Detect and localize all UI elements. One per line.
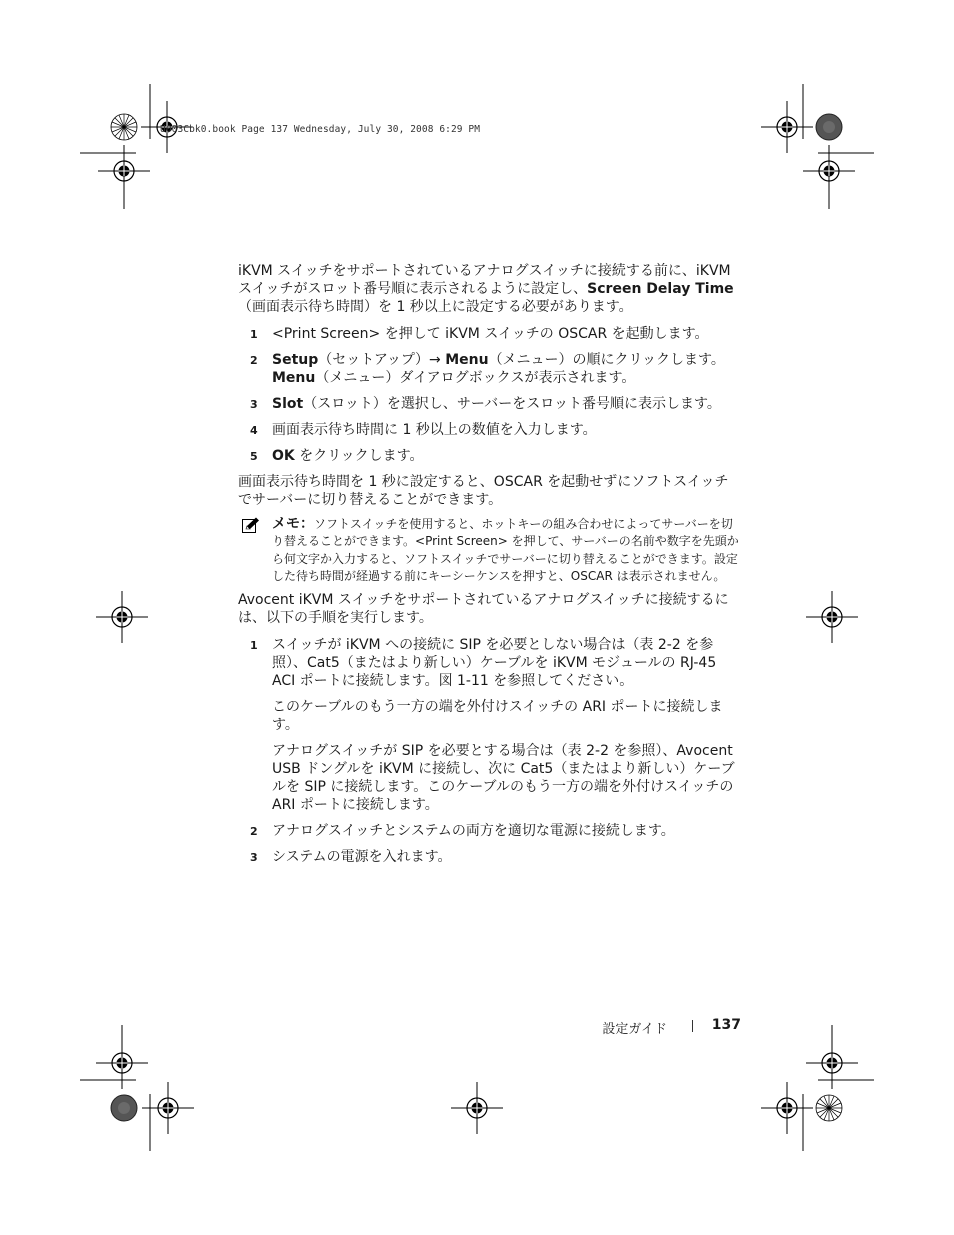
footer-separator bbox=[692, 1020, 693, 1032]
intro-paragraph bbox=[238, 262, 740, 316]
step-text: システムの電源を入れます。 bbox=[272, 849, 452, 866]
step-text: （スロット）を選択し、サーバーをスロット番号順に表示します。 bbox=[303, 396, 721, 412]
step-text: （メニュー）ダイアログボックスが表示されます。 bbox=[315, 370, 636, 386]
footer-title: 設定ガイド bbox=[602, 1022, 667, 1037]
intro-text-end: （画面表示待ち時間）を 1 秒以上に設定する必要があります。 bbox=[238, 299, 633, 315]
menu-term: Menu bbox=[445, 352, 489, 368]
list-item bbox=[238, 325, 740, 343]
list-item bbox=[238, 395, 740, 413]
step-text: スイッチが iKVM への接続に SIP を必要としない場合は（表 2-2 を参照）、Cat5（またはより新しい）ケーブルを iKVM モジュールの RJ-45 ACI ポートに接続します。図 1-11 を参照してください。 bbox=[272, 637, 717, 690]
osd-steps bbox=[238, 325, 740, 465]
step-number: 4 bbox=[250, 424, 258, 437]
step-number: 1 bbox=[250, 639, 258, 653]
step-text: 画面表示待ち時間に 1 秒以上の数値を入力します。 bbox=[272, 422, 597, 438]
screen-delay-time-term: Screen Delay Time bbox=[587, 281, 734, 297]
step-number: 2 bbox=[250, 825, 258, 839]
list-item bbox=[238, 447, 740, 465]
list-item bbox=[238, 636, 740, 814]
list-item bbox=[238, 822, 740, 840]
step-number: 3 bbox=[250, 398, 258, 411]
note-label: メモ： bbox=[272, 516, 314, 532]
step-number: 2 bbox=[250, 354, 258, 367]
step-text: アナログスイッチとシステムの両方を適切な電源に接続します。 bbox=[272, 823, 675, 840]
avocent-steps bbox=[238, 636, 740, 866]
list-item bbox=[238, 421, 740, 439]
avocent-paragraph: Avocent iKVM スイッチをサポートされているアナログスイッチに接続するには、以下の手順を実行します。 bbox=[238, 592, 729, 627]
menu-term: Menu bbox=[272, 370, 316, 386]
ok-term: OK bbox=[272, 448, 295, 464]
intro-text: iKVM スイッチをサポートされているアナログスイッチに接続する前に、iKVM スイッチがスロット番号順に表示されるように設定し、 bbox=[238, 263, 731, 297]
step-text: <Print Screen> を押して iKVM スイッチの OSCAR を起動します。 bbox=[272, 326, 709, 342]
page-number: 137 bbox=[711, 1017, 741, 1033]
step-text: （メニュー）の順にクリックします。 bbox=[488, 352, 725, 368]
soft-switch-paragraph: 画面表示待ち時間を 1 秒に設定すると、OSCAR を起動せずにソフトスイッチでサーバーに切り替えることができます。 bbox=[238, 474, 729, 508]
step-text: アナログスイッチが SIP を必要とする場合は（表 2-2 を参照）、Avocent USB ドングルを iKVM に接続し、次に Cat5（またはより新しい）ケーブルを SIP に接続します。このケーブルのもう一方の端を外付けスイッチの ARI ポートに接続します。 bbox=[272, 743, 735, 814]
step-text: をクリックします。 bbox=[294, 448, 424, 464]
slot-term: Slot bbox=[272, 396, 304, 412]
note-block bbox=[238, 516, 740, 585]
pencil-note-icon bbox=[242, 517, 260, 533]
step-text: （セットアップ）→ bbox=[318, 352, 446, 368]
page-footer bbox=[560, 1017, 741, 1037]
step-text: このケーブルのもう一方の端を外付けスイッチの ARI ポートに接続します。 bbox=[272, 699, 723, 734]
list-item bbox=[238, 848, 740, 866]
step-number: 3 bbox=[250, 851, 258, 865]
step-number: 5 bbox=[250, 450, 258, 463]
note-text: ソフトスイッチを使用すると、ホットキーの組み合わせによってサーバーを切り替えることができます。<Print Screen> を押して、サーバーの名前や数字を先頭から何文字か入力すると、ソフトスイッチでサーバーに切り替えることができます。設定した待ち時間が経過する前にキーシーケンスを押すと、OSCAR は表示されません。 bbox=[272, 517, 739, 583]
step-number: 1 bbox=[250, 328, 258, 341]
page-content bbox=[238, 262, 740, 866]
list-item bbox=[238, 351, 740, 387]
setup-term: Setup bbox=[272, 352, 319, 368]
print-slug: U003Cbk0.book Page 137 Wednesday, July 30, 2008 6:29 PM bbox=[160, 124, 481, 135]
